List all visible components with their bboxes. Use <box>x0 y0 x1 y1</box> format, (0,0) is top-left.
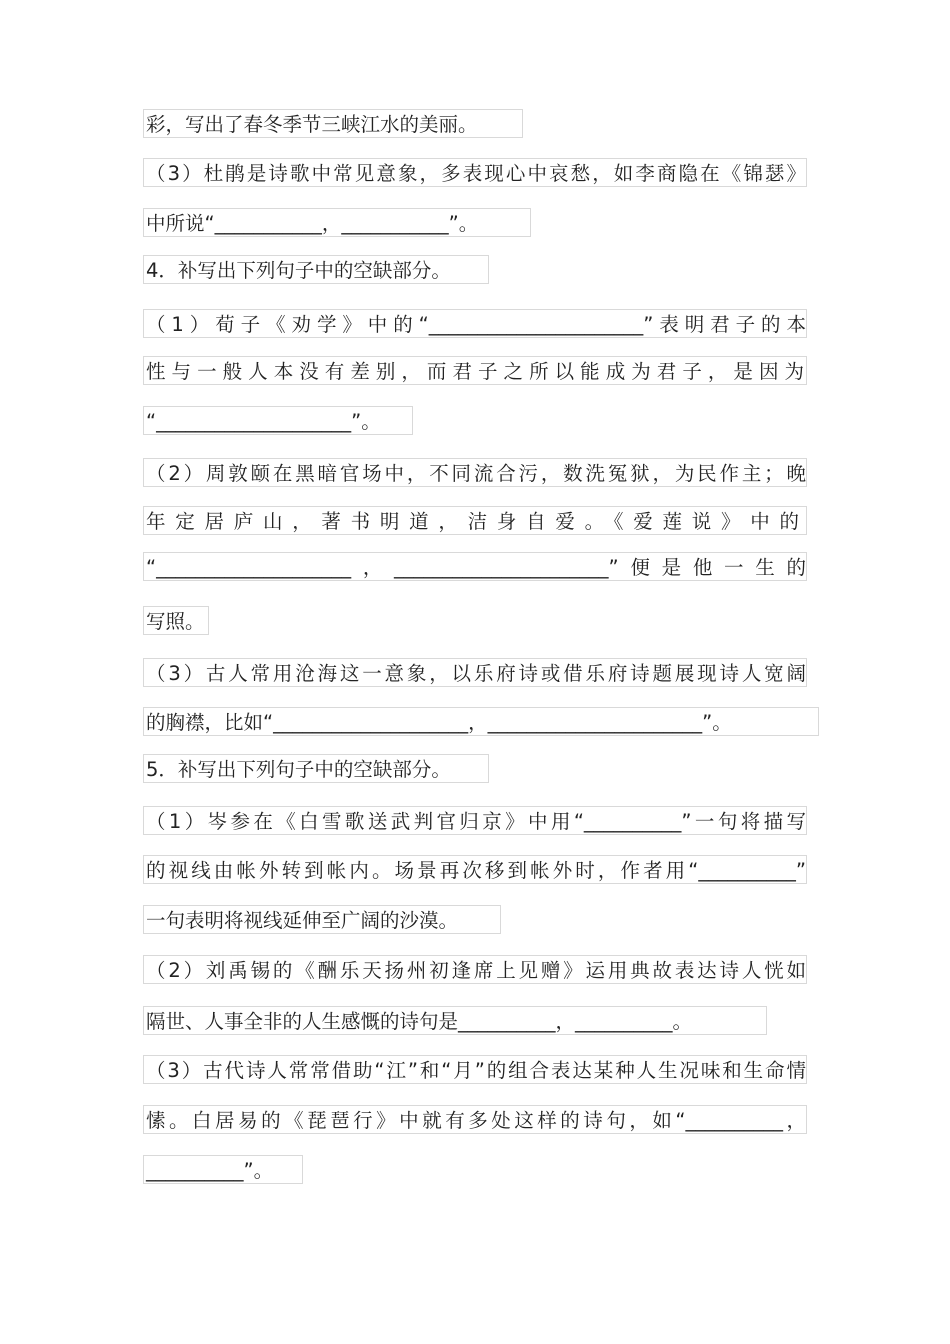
question-4-3: （3）古人常用沧海这一意象，以乐府诗或借乐府诗题展现诗人宽阔 <box>143 658 807 687</box>
text-line: 的胸襟，比如“____________________，______________________”。 <box>143 707 819 736</box>
question-4-heading: 4．补写出下列句子中的空缺部分。 <box>143 255 489 284</box>
question-5-heading: 5．补写出下列句子中的空缺部分。 <box>143 754 489 783</box>
question-5-2: （2）刘禹锡的《酬乐天扬州初逢席上见赠》运用典故表达诗人恍如 <box>143 955 807 984</box>
text-line: 彩，写出了春冬季节三峡江水的美丽。 <box>143 109 523 138</box>
text-line: 一句表明将视线延伸至广阔的沙漠。 <box>143 905 501 934</box>
question-5-3: （3）古代诗人常常借助“江”和“月”的组合表达某种人生况味和生命情 <box>143 1055 807 1084</box>
text-line: 愫。白居易的《琵琶行》中就有多处这样的诗句，如“__________， <box>143 1105 807 1134</box>
text-line: “____________________”。 <box>143 406 413 435</box>
text-line: 的视线由帐外转到帐内。场景再次移到帐外时，作者用“__________” <box>143 855 807 884</box>
text-line: __________”。 <box>143 1155 303 1184</box>
question-4-1: （1）荀子《劝学》中的“______________________”表明君子的本 <box>143 309 807 338</box>
text-line: 中所说“___________，___________”。 <box>143 208 531 237</box>
question-5-1: （1）岑参在《白雪歌送武判官归京》中用“__________”一句将描写 <box>143 806 807 835</box>
text-line: 性与一般人本没有差别，而君子之所以能成为君子，是因为 <box>143 356 807 385</box>
text-line: 隔世、人事全非的人生感慨的诗句是__________，__________。 <box>143 1006 767 1035</box>
text-line: 写照。 <box>143 606 209 635</box>
question-3-3: （3）杜鹃是诗歌中常见意象，多表现心中哀愁，如李商隐在《锦瑟》 <box>143 158 807 187</box>
question-4-2: （2）周敦颐在黑暗官场中，不同流合污，数洗冤狱，为民作主；晚 <box>143 458 807 487</box>
text-line: “____________________，______________________”便是他一生的 <box>143 552 807 581</box>
text-line: 年定居庐山，著书明道，洁身自爱。《爱莲说》中的 <box>143 506 807 535</box>
